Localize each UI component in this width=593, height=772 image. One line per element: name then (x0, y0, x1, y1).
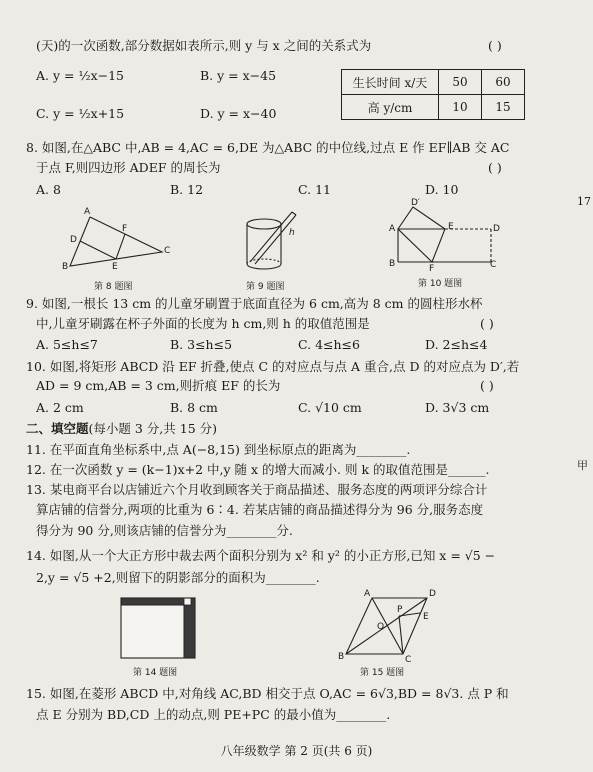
table-header-time: 生长时间 x/天 (342, 70, 439, 95)
margin-mark: 17 (577, 195, 591, 208)
q7-option-b: B. y = x−45 (200, 68, 277, 83)
table-header-height: 高 y/cm (342, 95, 439, 120)
fig15-label-a: A (364, 589, 371, 599)
q8-line1: 8. 如图,在△ABC 中,AB = 4,AC = 6,DE 为△ABC 的中位线,过点 E 作 EF∥AB 交 AC (26, 140, 510, 155)
q8-option-b: B. 12 (170, 182, 204, 197)
fig15-label-d: D (429, 589, 436, 599)
q14-line1: 14. 如图,从一个大正方形中裁去两个面积分别为 x² 和 y² 的小正方形,已知 x = √5 − (26, 548, 496, 563)
fig8-label-c: C (164, 246, 171, 256)
q7-option-d: D. y = x−40 (200, 106, 277, 121)
q10-option-d: D. 3√3 cm (425, 400, 490, 415)
q7-bracket: ( ) (488, 38, 502, 53)
q9-option-d: D. 2≤h≤4 (425, 337, 488, 352)
q11-text: 11. 在平面直角坐标系中,点 A(−8,15) 到坐标原点的距离为________. (26, 442, 411, 457)
fig10-label-b: B (389, 259, 396, 269)
q10-option-c: C. √10 cm (298, 400, 362, 415)
fig15-label-p: P (397, 605, 403, 615)
fig8-caption: 第 8 题图 (94, 282, 133, 292)
q10-option-b: B. 8 cm (170, 400, 218, 415)
fig15-caption: 第 15 题图 (360, 668, 405, 678)
fig8-label-b: B (62, 262, 69, 272)
q13-line3: 得分为 90 分,则该店铺的信誉分为________分. (36, 523, 293, 538)
q9-option-c: C. 4≤h≤6 (298, 337, 360, 352)
fig15-label-o: O (377, 622, 385, 632)
q9-option-a: A. 5≤h≤7 (36, 337, 98, 352)
q10-bracket: ( ) (480, 378, 494, 393)
section-2-title: 二、填空题 (26, 421, 89, 436)
fig10-caption: 第 10 题图 (418, 279, 463, 289)
fig8-label-a: A (84, 207, 91, 217)
q7-stem: (天)的一次函数,部分数据如表所示,则 y 与 x 之间的关系式为 (36, 38, 372, 53)
fig8-label-d: D (70, 235, 77, 245)
table-cell: 15 (482, 95, 525, 120)
fig15-label-b: B (338, 652, 345, 662)
q8-line2: 于点 F,则四边形 ADEF 的周长为 (36, 160, 221, 175)
q10-line1: 10. 如图,将矩形 ABCD 沿 EF 折叠,使点 C 的对应点与点 A 重合,点 D 的对应点为 D′,若 (26, 359, 520, 374)
q14-line2: 2,y = √5 +2,则留下的阴影部分的面积为________. (36, 570, 320, 585)
q10-option-a: A. 2 cm (36, 400, 84, 415)
page-footer: 八年级数学 第 2 页(共 6 页) (220, 744, 373, 758)
q9-line1: 9. 如图,一根长 13 cm 的儿童牙刷置于底面直径为 6 cm,高为 8 cm 的圆柱形水杯 (26, 296, 483, 311)
fig8-label-f: F (122, 224, 128, 234)
fig10-label-dprime: D′ (411, 198, 420, 208)
fig15-label-e: E (423, 612, 429, 622)
fig10-label-e: E (448, 222, 454, 232)
fig10-label-f: F (429, 264, 435, 274)
fig14-caption: 第 14 题图 (133, 668, 178, 678)
q8-option-a: A. 8 (36, 182, 61, 197)
q8-option-c: C. 11 (298, 182, 331, 197)
q15-line2: 点 E 分别为 BD,CD 上的动点,则 PE+PC 的最小值为________. (36, 707, 391, 722)
table-cell: 10 (439, 95, 482, 120)
margin-mark: 甲 (577, 459, 588, 472)
q13-line2: 算店铺的信誉分,两项的比重为 6∶4. 若某店铺的商品描述得分为 96 分,服务态度 (36, 502, 484, 517)
table-cell: 50 (439, 70, 482, 95)
q9-bracket: ( ) (480, 316, 494, 331)
q13-line1: 13. 某电商平台以店铺近六个月收到顾客关于商品描述、服务态度的两项评分综合计 (26, 482, 488, 497)
fig10-label-d: D (493, 224, 500, 234)
fig9-label-h: h (289, 228, 295, 238)
fig9-caption: 第 9 题图 (246, 282, 285, 292)
fig8-label-e: E (112, 262, 118, 272)
section-2-note: (每小题 3 分,共 15 分) (88, 421, 217, 436)
fig10-label-c: C (490, 260, 497, 270)
q8-option-d: D. 10 (425, 182, 459, 197)
q7-option-c: C. y = ½x+15 (36, 106, 125, 121)
table-cell: 60 (482, 70, 525, 95)
q9-line2: 中,儿童牙刷露在杯子外面的长度为 h cm,则 h 的取值范围是 (36, 316, 370, 331)
q7-option-a: A. y = ½x−15 (36, 68, 125, 83)
q8-bracket: ( ) (488, 160, 502, 175)
fig15-label-c: C (405, 655, 412, 665)
q15-line1: 15. 如图,在菱形 ABCD 中,对角线 AC,BD 相交于点 O,AC = 6√3,BD = 8√3. 点 P 和 (26, 686, 509, 701)
q10-line2: AD = 9 cm,AB = 3 cm,则折痕 EF 的长为 (36, 378, 281, 393)
fig10-label-a: A (389, 224, 396, 234)
q12-text: 12. 在一次函数 y = (k−1)x+2 中,y 随 x 的增大而减小. 则 k 的取值范围是______. (26, 462, 490, 477)
q9-option-b: B. 3≤h≤5 (170, 337, 233, 352)
